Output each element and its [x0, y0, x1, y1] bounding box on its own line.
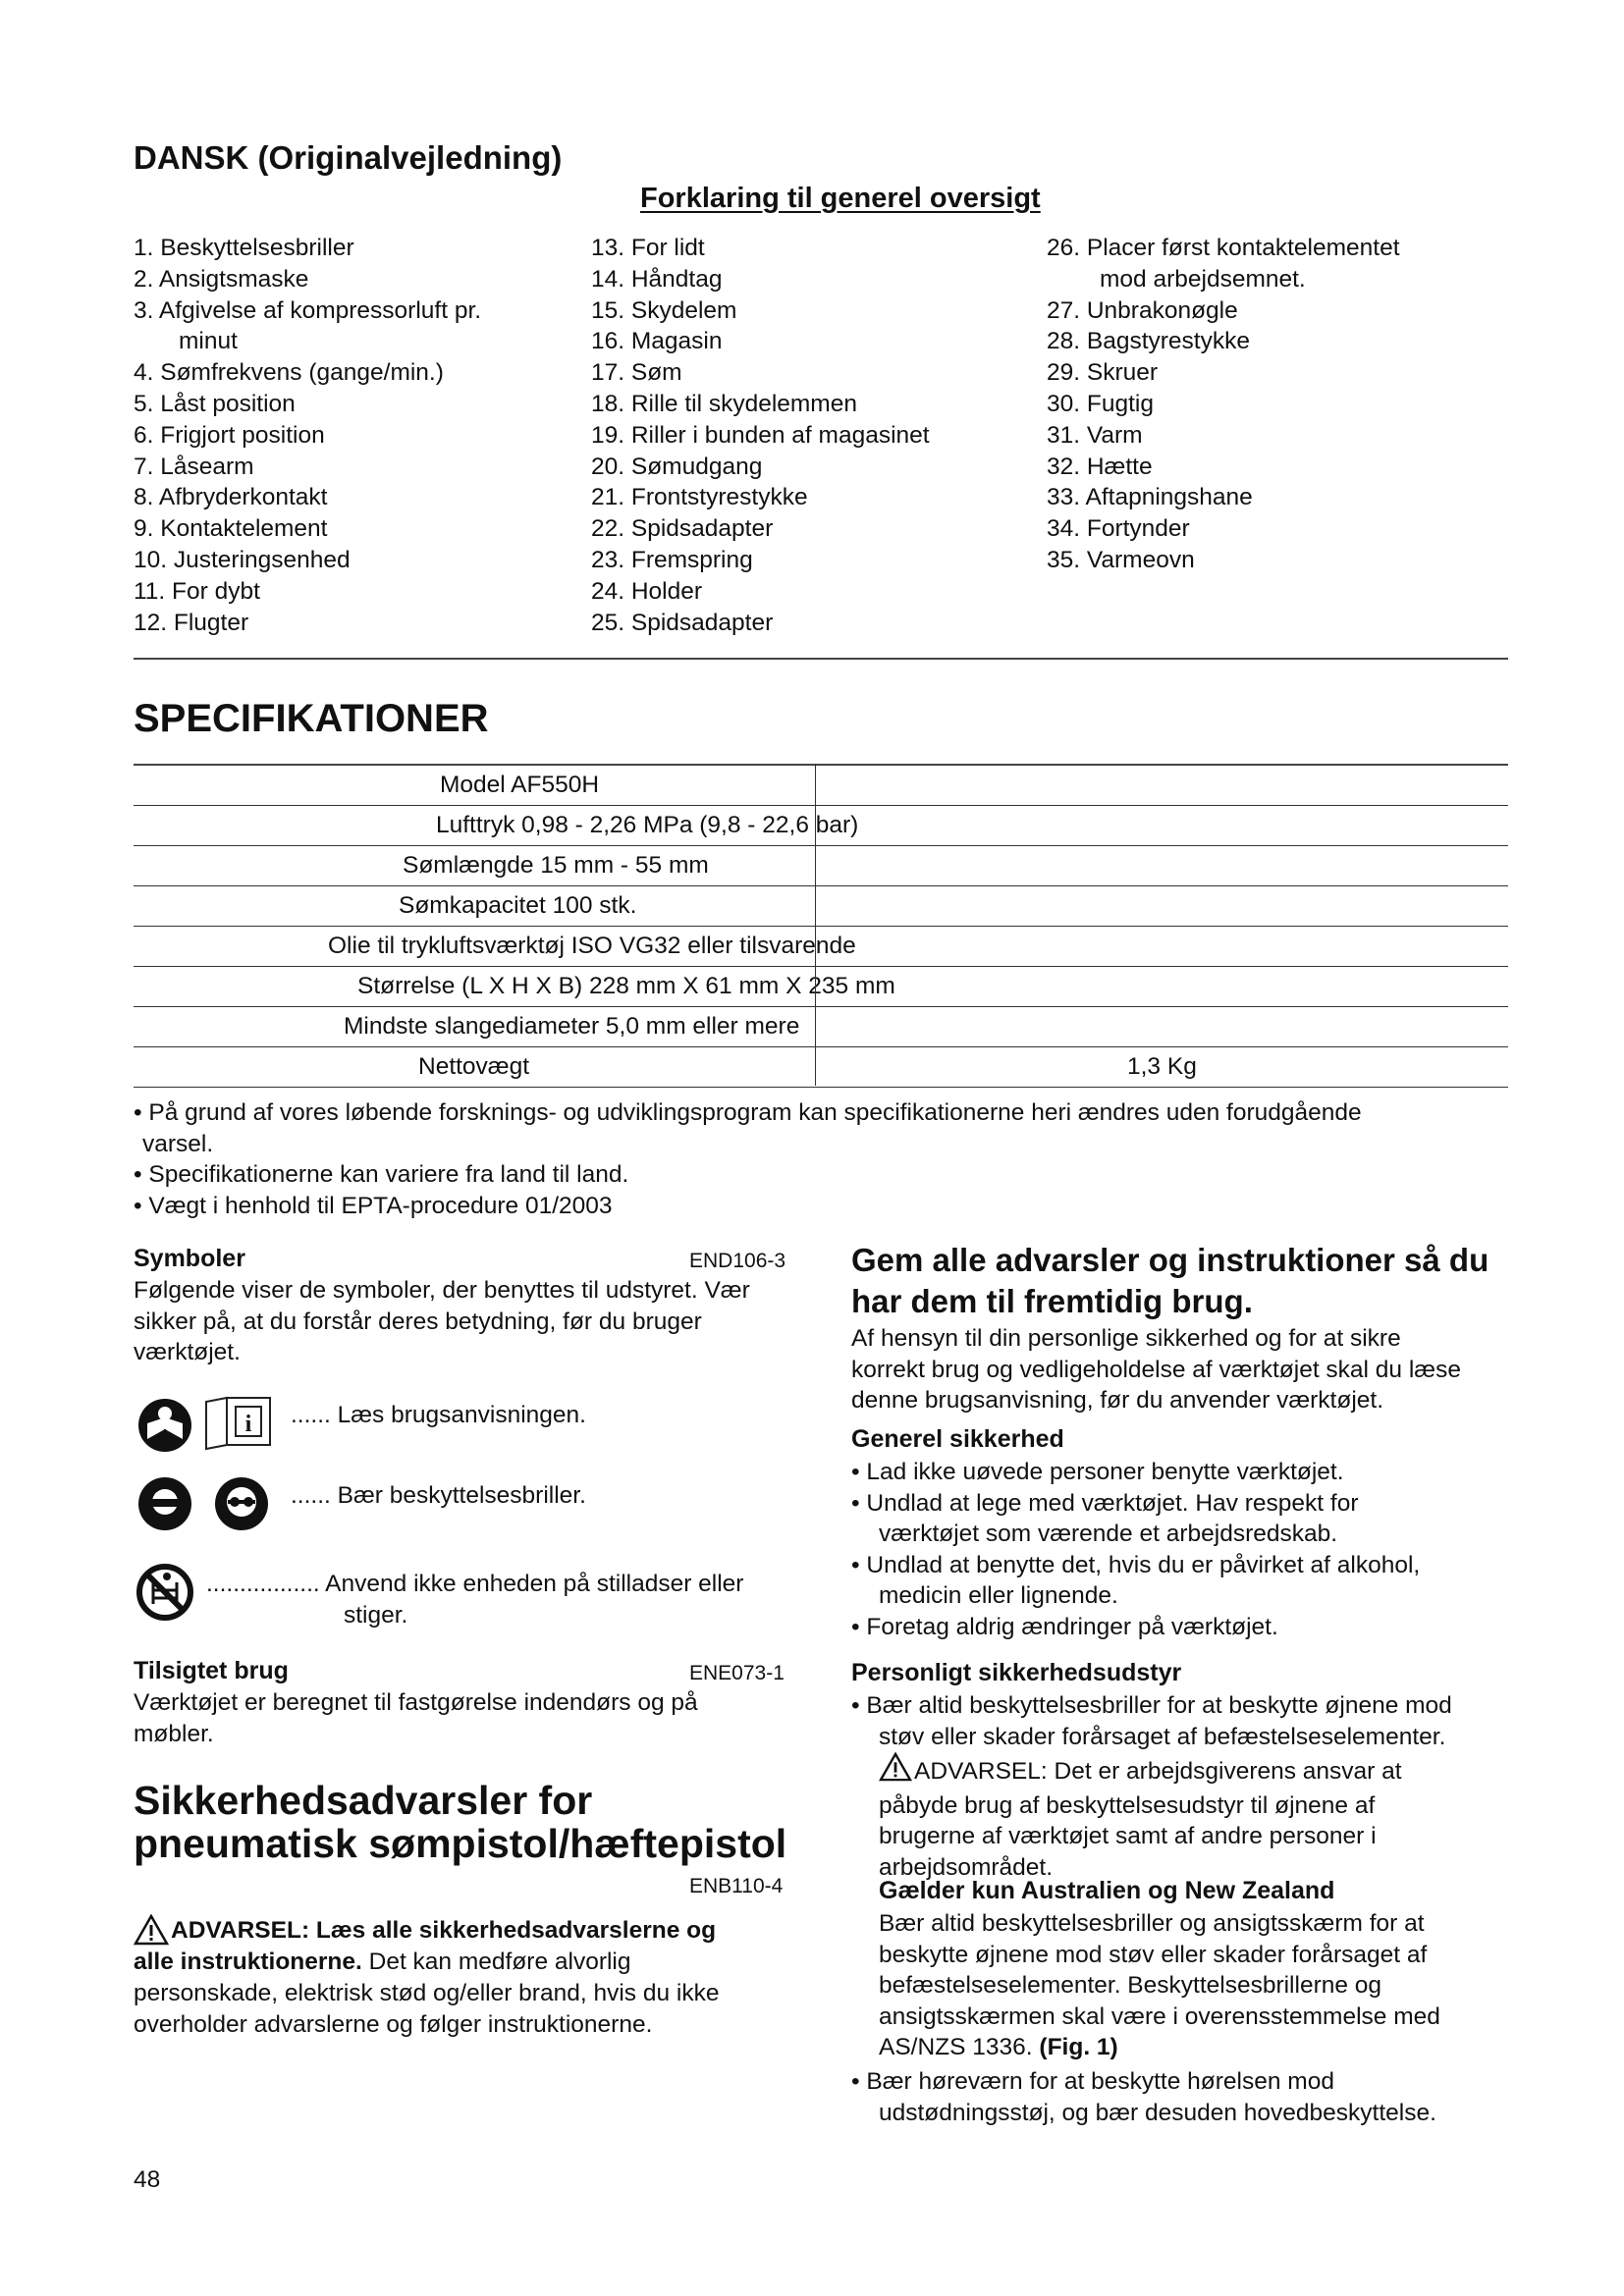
text-line: overholder advarslerne og følger instruktionerne.: [134, 2010, 653, 2038]
legend-column-3: [1047, 233, 1400, 576]
legend-item: 9. Kontaktelement: [134, 515, 328, 543]
legend-item: 27. Unbrakonøgle: [1047, 296, 1238, 324]
read-manual-icon: [134, 1394, 291, 1453]
legend-item: 34. Fortynder: [1047, 515, 1190, 543]
warning-triangle-icon: [879, 1752, 912, 1790]
text-line: denne brugsanvisning, før du anvender værktøjet.: [851, 1387, 1384, 1414]
warning-triangle-icon: [134, 1914, 169, 1950]
symbols-code: END106-3: [689, 1250, 786, 1272]
text-line: beskytte øjnene mod støv eller skader forårsaget af: [879, 1941, 1428, 1968]
spec-row: [134, 806, 1508, 846]
legend-item: 35. Varmeovn: [1047, 546, 1195, 573]
legend-item: 18. Rille til skydelemmen: [591, 390, 857, 417]
legend-item: 17. Søm: [591, 359, 682, 387]
legend-item: 10. Justeringsenhed: [134, 546, 351, 573]
list-item-cont: arbejdsområdet.: [879, 1853, 1054, 1881]
spec-note: varsel.: [142, 1130, 214, 1157]
legend-item: 25. Spidsadapter: [591, 609, 774, 636]
text-line: Af hensyn til din personlige sikkerhed og for at sikre: [851, 1325, 1401, 1352]
symbols-intro-line: værktøjet.: [134, 1339, 241, 1365]
legend-item: 29. Skruer: [1047, 359, 1159, 387]
australia-nz-heading: Gælder kun Australien og New Zealand: [879, 1877, 1335, 1904]
legend-item: 28. Bagstyrestykke: [1047, 328, 1250, 355]
legend-item: 19. Riller i bunden af magasinet: [591, 421, 930, 449]
symbol-text: ................. Anvend ikke enheden på stilladser eller: [206, 1571, 744, 1597]
legend-item: 32. Hætte: [1047, 453, 1153, 480]
hearing-protection: [851, 2066, 1436, 2128]
warning-lines: [134, 1978, 719, 2040]
warning-bold: alle instruktionerne.: [134, 1949, 362, 1975]
safety-title-line: pneumatisk sømpistol/hæftepistol: [134, 1821, 787, 1866]
warning-text: Det kan medføre alvorlig: [361, 1949, 631, 1975]
spec-row: [134, 846, 1508, 886]
legend-item: 1. Beskyttelsesbriller: [134, 235, 354, 261]
australia-nz-text: [879, 1908, 1440, 2063]
legend-item: 4. Sømfrekvens (gange/min.): [134, 359, 444, 387]
right-intro: [851, 1323, 1461, 1416]
legend-item: 31. Varm: [1047, 421, 1143, 449]
list-item: • Foretag aldrig ændringer på værktøjet.: [851, 1613, 1278, 1640]
symbol-text-cont: stiger.: [344, 1602, 408, 1629]
spec-note: • Specifikationerne kan variere fra land til land.: [134, 1161, 629, 1188]
general-safety-heading: Generel sikkerhed: [851, 1425, 1064, 1453]
spec-row: [134, 766, 1508, 806]
list-item-cont: medicin eller lignende.: [879, 1582, 1118, 1609]
symbols-intro: [134, 1275, 750, 1368]
legend-item: 30. Fugtig: [1047, 390, 1154, 417]
symbol-text: ...... Læs brugsanvisningen.: [291, 1402, 586, 1428]
symbol-text: ...... Bær beskyttelsesbriller.: [291, 1482, 586, 1509]
save-instructions-heading: [851, 1240, 1489, 1322]
spec-row: [134, 927, 1508, 967]
list-item-cont: støv eller skader forårsaget af befæstelseselementer.: [879, 1723, 1446, 1750]
intended-use-heading: Tilsigtet brug: [134, 1657, 289, 1684]
safety-glasses-icon: [134, 1472, 291, 1533]
list-item-cont: værktøjet som værende et arbejdsredskab.: [879, 1521, 1338, 1547]
symbols-heading: Symboler: [134, 1245, 245, 1272]
spec-weight-label: Nettovægt: [418, 1053, 530, 1080]
spec-note: • Vægt i henhold til EPTA-procedure 01/2003: [134, 1192, 613, 1219]
legend-item: 8. Afbryderkontakt: [134, 484, 328, 511]
legend-title: Forklaring til generel oversigt: [640, 183, 1041, 214]
ppe-list: [851, 1690, 1452, 1883]
legend-item: 3. Afgivelse af kompressorluft pr.: [134, 296, 482, 324]
spec-size: Størrelse (L X H X B) 228 mm X 61 mm X 235 mm: [357, 973, 895, 999]
ppe-warning-line: [851, 1752, 1452, 1790]
standard-ref: AS/NZS 1336.: [879, 2034, 1040, 2060]
spec-hose-diameter: Mindste slangediameter 5,0 mm eller mere: [344, 1013, 800, 1040]
list-item: • Lad ikke uøvede personer benytte værktøjet.: [851, 1459, 1344, 1485]
legend-item: 14. Håndtag: [591, 265, 723, 293]
symbols-intro-line: sikker på, at du forstår deres betydning, før du bruger: [134, 1308, 702, 1335]
legend-item: 24. Holder: [591, 577, 703, 605]
spec-nail-capacity: Sømkapacitet 100 stk.: [399, 892, 637, 919]
spec-oil: Olie til trykluftsværktøj ISO VG32 eller tilsvarende: [328, 933, 856, 959]
spec-note: • På grund af vores løbende forsknings- og udviklingsprogram kan specifikationerne heri ændres uden forudgående: [134, 1099, 1362, 1126]
heading-line: Gem alle advarsler og instruktioner så du: [851, 1242, 1489, 1278]
legend-item: 2. Ansigtsmaske: [134, 265, 309, 293]
warning-line: [134, 1947, 631, 1978]
legend-item: 22. Spidsadapter: [591, 515, 774, 543]
text-line: møbler.: [134, 1720, 214, 1747]
legend-item: 21. Frontstyrestykke: [591, 484, 808, 511]
text-line: personskade, elektrisk stød og/eller brand, hvis du ikke: [134, 1980, 720, 2006]
list-item: • Bær høreværn for at beskytte hørelsen mod: [851, 2068, 1334, 2095]
spec-row: [134, 1007, 1508, 1047]
safety-title: [134, 1779, 786, 1865]
legend-item: 11. For dybt: [134, 577, 260, 605]
intended-use-text: [134, 1687, 698, 1749]
legend-item: 26. Placer først kontaktelementet: [1047, 235, 1400, 261]
legend-item: 20. Sømudgang: [591, 453, 763, 480]
legend-item: 23. Fremspring: [591, 546, 753, 573]
spec-air-pressure: Lufttryk 0,98 - 2,26 MPa (9,8 - 22,6 bar): [436, 812, 859, 838]
list-item: • Undlad at lege med værktøjet. Hav respekt for: [851, 1489, 1359, 1517]
language-title: DANSK (Originalvejledning): [134, 139, 563, 176]
heading-line: har dem til fremtidig brug.: [851, 1283, 1253, 1319]
general-safety-list: [851, 1457, 1420, 1642]
legend-item: mod arbejdsemnet.: [1100, 265, 1306, 293]
legend-item: 15. Skydelem: [591, 296, 737, 324]
list-item-cont: brugerne af værktøjet samt af andre personer i: [879, 1823, 1377, 1849]
ppe-heading: Personligt sikkerhedsudstyr: [851, 1659, 1182, 1686]
page-number: 48: [134, 2166, 161, 2193]
safety-code: ENB110-4: [689, 1875, 784, 1897]
legend-column-1: [134, 233, 481, 638]
text-line: ansigtsskærmen skal være i overensstemmelse med: [879, 2002, 1440, 2030]
spec-row: [134, 886, 1508, 927]
legend-item: 5. Låst position: [134, 390, 296, 417]
spec-nail-length: Sømlængde 15 mm - 55 mm: [403, 852, 709, 879]
spec-notes: [134, 1097, 1508, 1221]
list-item-cont: påbyde brug af beskyttelsesudstyr til øjnene af: [879, 1791, 1376, 1819]
legend-column-2: [591, 233, 930, 638]
symbols-intro-line: Følgende viser de symboler, der benyttes til udstyret. Vær: [134, 1277, 750, 1304]
legend-item: 33. Aftapningshane: [1047, 484, 1253, 511]
text-line: befæstelseselementer. Beskyttelsesbrillerne og: [879, 1972, 1382, 1999]
intended-use-code: ENE073-1: [689, 1662, 785, 1684]
legend-item: 6. Frigjort position: [134, 421, 325, 449]
table-column-divider: [815, 764, 816, 1086]
section-divider: [134, 658, 1508, 660]
warning-bold-line: ADVARSEL: Læs alle sikkerhedsadvarslerne og: [171, 1917, 717, 1944]
warning-text: ADVARSEL: Det er arbejdsgiverens ansvar at: [914, 1757, 1402, 1785]
text-line: Bær altid beskyttelsesbriller og ansigtsskærm for at: [879, 1910, 1425, 1937]
legend-item: 12. Flugter: [134, 609, 249, 636]
svg-text:i: i: [244, 1412, 252, 1437]
spec-weight-value: 1,3 Kg: [1127, 1053, 1197, 1080]
list-item-cont: udstødningsstøj, og bær desuden hovedbeskyttelse.: [879, 2099, 1436, 2126]
spec-row: [134, 1047, 1508, 1088]
list-item: • Bær altid beskyttelsesbriller for at beskytte øjnene mod: [851, 1692, 1452, 1719]
text-line: [879, 2032, 1440, 2063]
legend-item: 16. Magasin: [591, 328, 723, 355]
spec-row: [134, 967, 1508, 1007]
safety-title-line: Sikkerhedsadvarsler for: [134, 1778, 593, 1823]
text-line: Værktøjet er beregnet til fastgørelse indendørs og på: [134, 1689, 698, 1716]
figure-ref: (Fig. 1): [1039, 2034, 1118, 2060]
legend-item: 13. For lidt: [591, 235, 705, 261]
no-scaffold-icon: [134, 1561, 202, 1624]
legend-item: 7. Låsearm: [134, 453, 254, 480]
list-item: • Undlad at benytte det, hvis du er påvirket af alkohol,: [851, 1551, 1421, 1578]
spec-title: SPECIFIKATIONER: [134, 697, 489, 740]
legend-item: minut: [179, 328, 238, 355]
text-line: korrekt brug og vedligeholdelse af værktøjet skal du læse: [851, 1356, 1461, 1383]
spec-model: Model AF550H: [440, 772, 600, 798]
